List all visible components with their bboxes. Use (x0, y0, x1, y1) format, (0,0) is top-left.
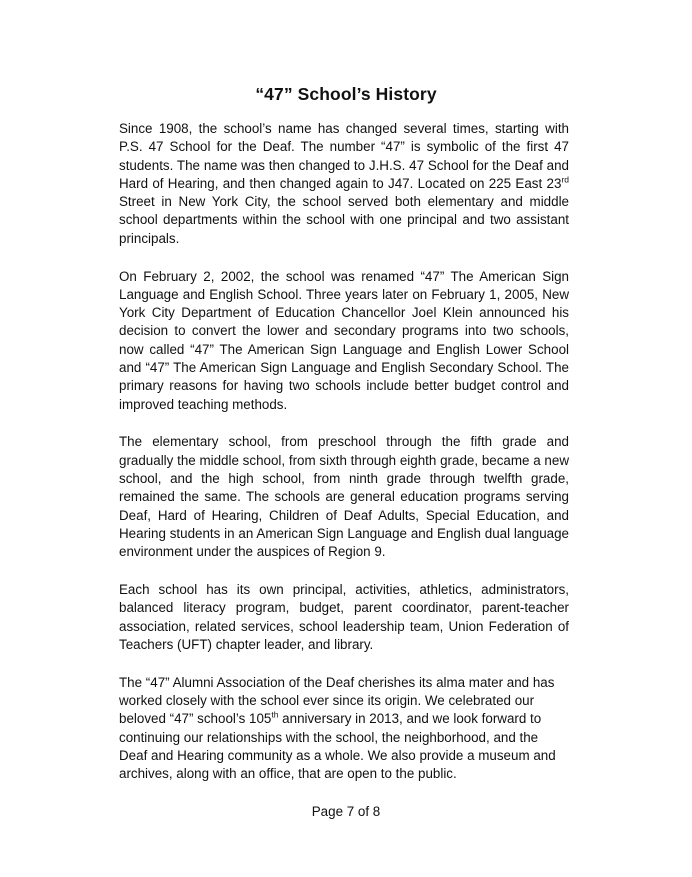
superscript-ordinal: rd (561, 174, 569, 185)
paragraph-text: Street in New York City, the school served both elementary and middle school departments within the school with one principal and two assistant principals. (119, 194, 569, 246)
paragraph-school-resources: Each school has its own principal, activities, athletics, administrators, balanced literacy program, budget, parent coordinator, parent-teacher association, related services, school leadership team, Union Federation of Teachers (UFT) chapter leader, and library. (119, 582, 569, 652)
page-title: “47” School’s History (255, 84, 437, 104)
paragraph-text: anniversary in 2013, and we look forward to continuing our relationships with the school, the neighborhood, and the Deaf and Hearing community as a whole. We also provide a museum and archives, along with an office, that are open to the public. (119, 711, 556, 782)
paragraph-text: The “47” Alumni Association of the Deaf cherishes its alma mater and has worked closely with the school ever since its origin. We celebrated our beloved “47” school’s 105 (119, 674, 555, 727)
superscript-ordinal: th (271, 709, 279, 720)
paragraph-alumni-association (119, 674, 569, 784)
paragraph-school-levels: The elementary school, from preschool through the fifth grade and gradually the middle school, from sixth through eighth grade, became a new school, and the high school, from ninth grade through twelfth grade, remained the same. The schools are general education programs serving Deaf, Hard of Hearing, Children of Deaf Adults, Special Education, and Hearing students in an American Sign Language and English dual language environment under the auspices of Region 9. (119, 434, 569, 560)
paragraph-renaming: On February 2, 2002, the school was renamed “47” The American Sign Language and English School. Three years later on February 1, 2005, New York City Department of Education Chancellor Joel Klein announced his decision to convert the lower and secondary programs into two schools, now called “47” The American Sign Language and English Lower School and “47” The American Sign Language and English Secondary School. The primary reasons for having two schools include better budget control and improved teaching methods. (119, 268, 569, 412)
paragraph-name-history (119, 120, 569, 248)
document-body (119, 120, 569, 803)
page-number-footer: Page 7 of 8 (311, 804, 381, 819)
paragraph-text: Since 1908, the school’s name has changed several times, starting with P.S. 47 School for the Deaf. The number “47” is symbolic of the first 47 students. The name was then changed to J.H.S. 47 School for the Deaf and Hard of Hearing, and then changed again to J47. Located on 225 East 23 (119, 121, 569, 191)
